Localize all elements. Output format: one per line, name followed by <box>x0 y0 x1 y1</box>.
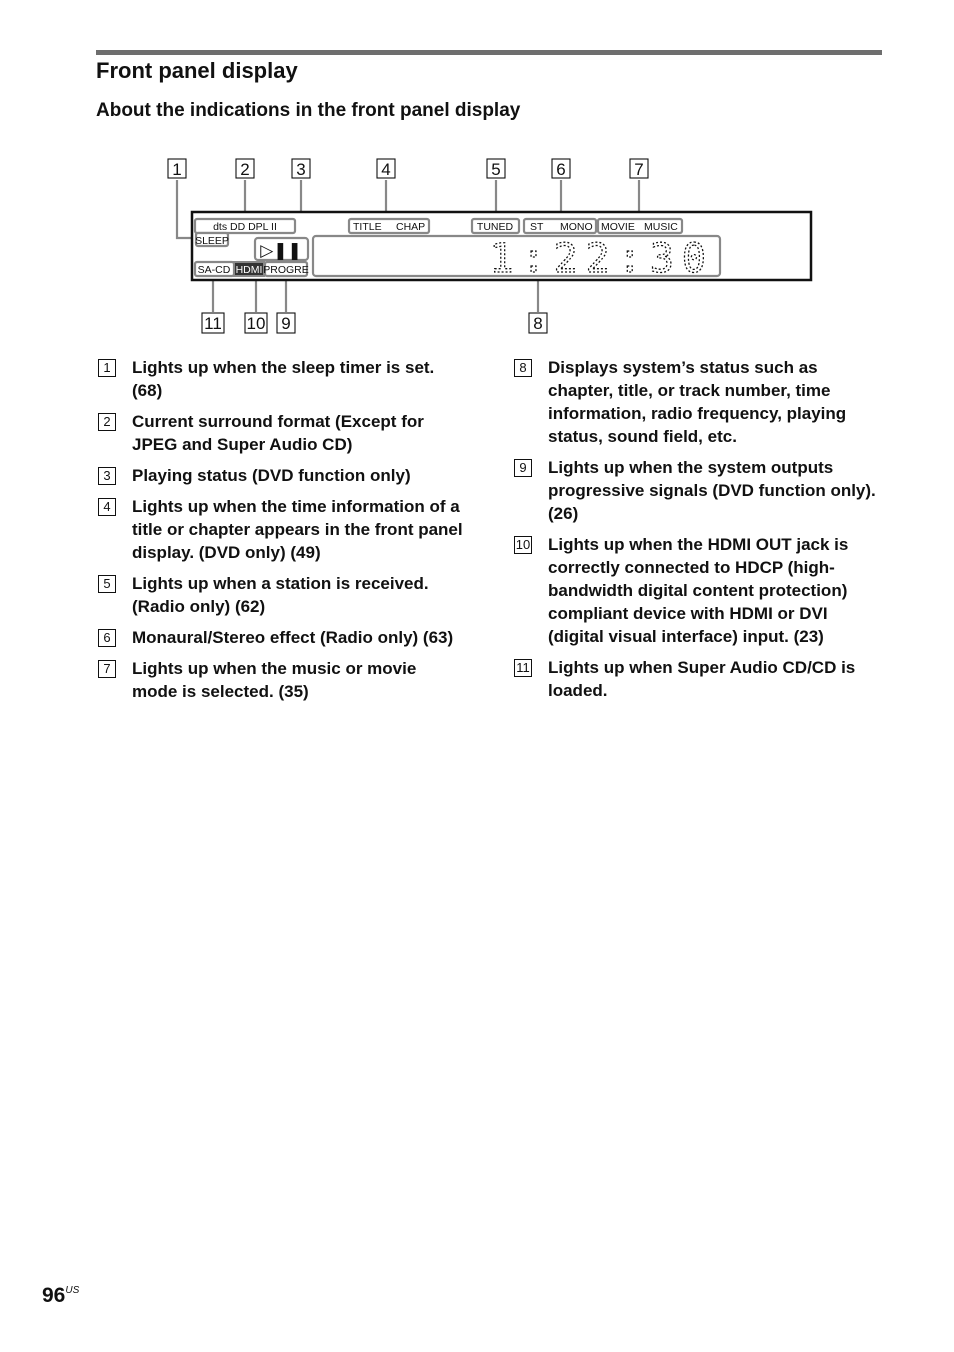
indicator-surround <box>195 219 295 233</box>
svg-text:1: 1 <box>172 160 182 179</box>
svg-text:1:22:30: 1:22:30 <box>489 236 714 282</box>
list-item <box>512 356 882 448</box>
callout-5 <box>487 159 505 179</box>
svg-text:HDMI: HDMI <box>235 264 263 276</box>
callout-11 <box>202 313 224 333</box>
item-number: 4 <box>98 498 116 516</box>
callout-1 <box>168 159 186 179</box>
page-region: US <box>65 1285 80 1296</box>
indicator-st-mono <box>524 219 596 233</box>
item-text: Lights up when the system outputs progressive signals (DVD function only). (26) <box>548 458 876 523</box>
callout-10 <box>245 313 267 333</box>
svg-text:9: 9 <box>281 314 291 333</box>
callout-9 <box>277 313 295 333</box>
list-item <box>96 657 466 703</box>
indicator-mono: MONO <box>560 221 593 233</box>
svg-text:5: 5 <box>491 160 501 179</box>
descriptions-right <box>512 356 882 710</box>
callout-2 <box>236 159 254 179</box>
subsection-title: About the indications in the front panel display <box>96 100 521 121</box>
svg-text:SLEEP: SLEEP <box>195 235 229 247</box>
item-text: Monaural/Stereo effect (Radio only) (63) <box>132 628 454 647</box>
indicator-chap: CHAP <box>396 221 426 233</box>
svg-text:11: 11 <box>204 314 222 333</box>
item-text: Lights up when the HDMI OUT jack is correctly connected to HDCP (high-bandwidth digital content protection) compliant device with HDMI or DVI (digital visual interface) input. (23) <box>548 535 849 646</box>
main-readout <box>313 236 720 282</box>
svg-text:2: 2 <box>240 160 250 179</box>
callout-4 <box>377 159 395 179</box>
callout-6 <box>552 159 570 179</box>
item-number: 11 <box>514 659 532 677</box>
item-text: Current surround format (Except for JPEG and Super Audio CD) <box>132 412 424 454</box>
item-number: 1 <box>98 359 116 377</box>
svg-text:TUNED: TUNED <box>476 221 514 233</box>
section-title: Front panel display <box>96 58 298 83</box>
svg-text:7: 7 <box>634 160 644 179</box>
list-item <box>96 495 466 564</box>
svg-text:▷❚❚: ▷❚❚ <box>260 241 302 261</box>
list-item <box>96 572 466 618</box>
item-text: Lights up when the music or movie mode is selected. (35) <box>132 659 417 701</box>
front-panel-diagram <box>0 0 954 345</box>
svg-text:8: 8 <box>533 314 543 333</box>
list-item <box>96 356 466 402</box>
callout-7 <box>630 159 648 179</box>
svg-text:3: 3 <box>296 160 306 179</box>
indicator-title: TITLE <box>353 221 382 233</box>
callout-8 <box>529 313 547 333</box>
svg-text:SA-CD: SA-CD <box>197 264 231 276</box>
item-text: Lights up when the sleep timer is set. (68) <box>132 358 435 400</box>
callout-3 <box>292 159 310 179</box>
indicator-progre <box>263 262 309 276</box>
list-item <box>512 533 882 648</box>
indicator-movie-music <box>598 219 682 233</box>
item-number: 10 <box>515 537 531 552</box>
item-number: 2 <box>98 413 116 431</box>
item-text: Lights up when Super Audio CD/CD is loaded. <box>548 658 856 700</box>
indicator-title-chap <box>349 219 429 233</box>
indicator-sacd <box>195 262 234 276</box>
list-item <box>96 626 466 649</box>
svg-text:4: 4 <box>381 160 391 179</box>
list-item <box>96 464 466 487</box>
item-text: Lights up when a station is received. (Radio only) (62) <box>132 574 429 616</box>
list-item <box>512 656 882 702</box>
item-number: 6 <box>98 629 116 647</box>
svg-text:PROGRE: PROGRE <box>263 264 309 276</box>
indicator-play-pause <box>255 238 308 261</box>
item-number: 8 <box>514 359 532 377</box>
indicator-tuned <box>472 219 519 233</box>
item-text: Displays system’s status such as chapter, title, or track number, time information, radio frequency, playing status, sound field, etc. <box>548 358 847 446</box>
svg-text:6: 6 <box>556 160 566 179</box>
indicator-music: MUSIC <box>644 221 678 233</box>
item-text: Playing status (DVD function only) <box>132 466 411 485</box>
list-item <box>96 410 466 456</box>
indicator-movie: MOVIE <box>601 221 635 233</box>
indicator-st: ST <box>530 221 544 233</box>
svg-text:dts DD DPL II: dts DD DPL II <box>213 221 277 233</box>
item-text: Lights up when the time information of a title or chapter appears in the front panel display. (DVD only) (49) <box>132 497 463 562</box>
item-number: 5 <box>98 575 116 593</box>
item-number: 3 <box>98 467 116 485</box>
indicator-sleep <box>195 233 229 247</box>
item-number: 7 <box>98 660 116 678</box>
svg-text:10: 10 <box>246 314 266 333</box>
descriptions-left <box>96 356 466 711</box>
indicator-hdmi <box>234 262 264 276</box>
page-number: $96^{US}$ <box>42 1284 80 1307</box>
list-item <box>512 456 882 525</box>
item-number: 9 <box>514 459 532 477</box>
